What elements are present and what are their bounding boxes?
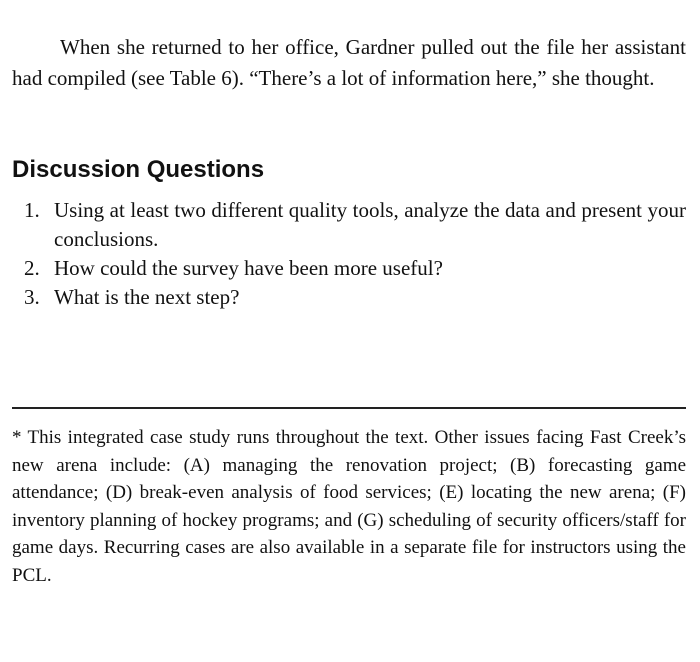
question-number: 3. bbox=[24, 285, 40, 309]
discussion-questions-list bbox=[12, 196, 686, 312]
question-text: How could the survey have been more useful? bbox=[54, 256, 443, 280]
question-text: What is the next step? bbox=[54, 285, 240, 309]
question-text: Using at least two different quality tools, analyze the data and present your conclusions. bbox=[54, 198, 686, 251]
intro-paragraph: When she returned to her office, Gardner pulled out the file her assistant had compiled (see Table 6). “There’s a lot of information here,” she thought. bbox=[12, 35, 686, 90]
question-item bbox=[12, 196, 686, 254]
question-number: 1. bbox=[24, 198, 40, 222]
footnote-text: * This integrated case study runs throughout the text. Other issues facing Fast Creek’s new arena include: (A) managing the renovation project; (B) forecasting game attendance; (D) break-even analysis of food services; (E) locating the new arena; (F) inventory planning of hockey programs; and (G) scheduling of security officers/staff for game days. Recurring cases are also available in a separate file for instructors using the PCL. bbox=[12, 427, 686, 586]
question-number: 2. bbox=[24, 256, 40, 280]
footnote-divider bbox=[12, 407, 686, 409]
discussion-questions-heading: Discussion Questions bbox=[12, 156, 265, 183]
question-item bbox=[12, 283, 686, 312]
question-item bbox=[12, 254, 686, 283]
